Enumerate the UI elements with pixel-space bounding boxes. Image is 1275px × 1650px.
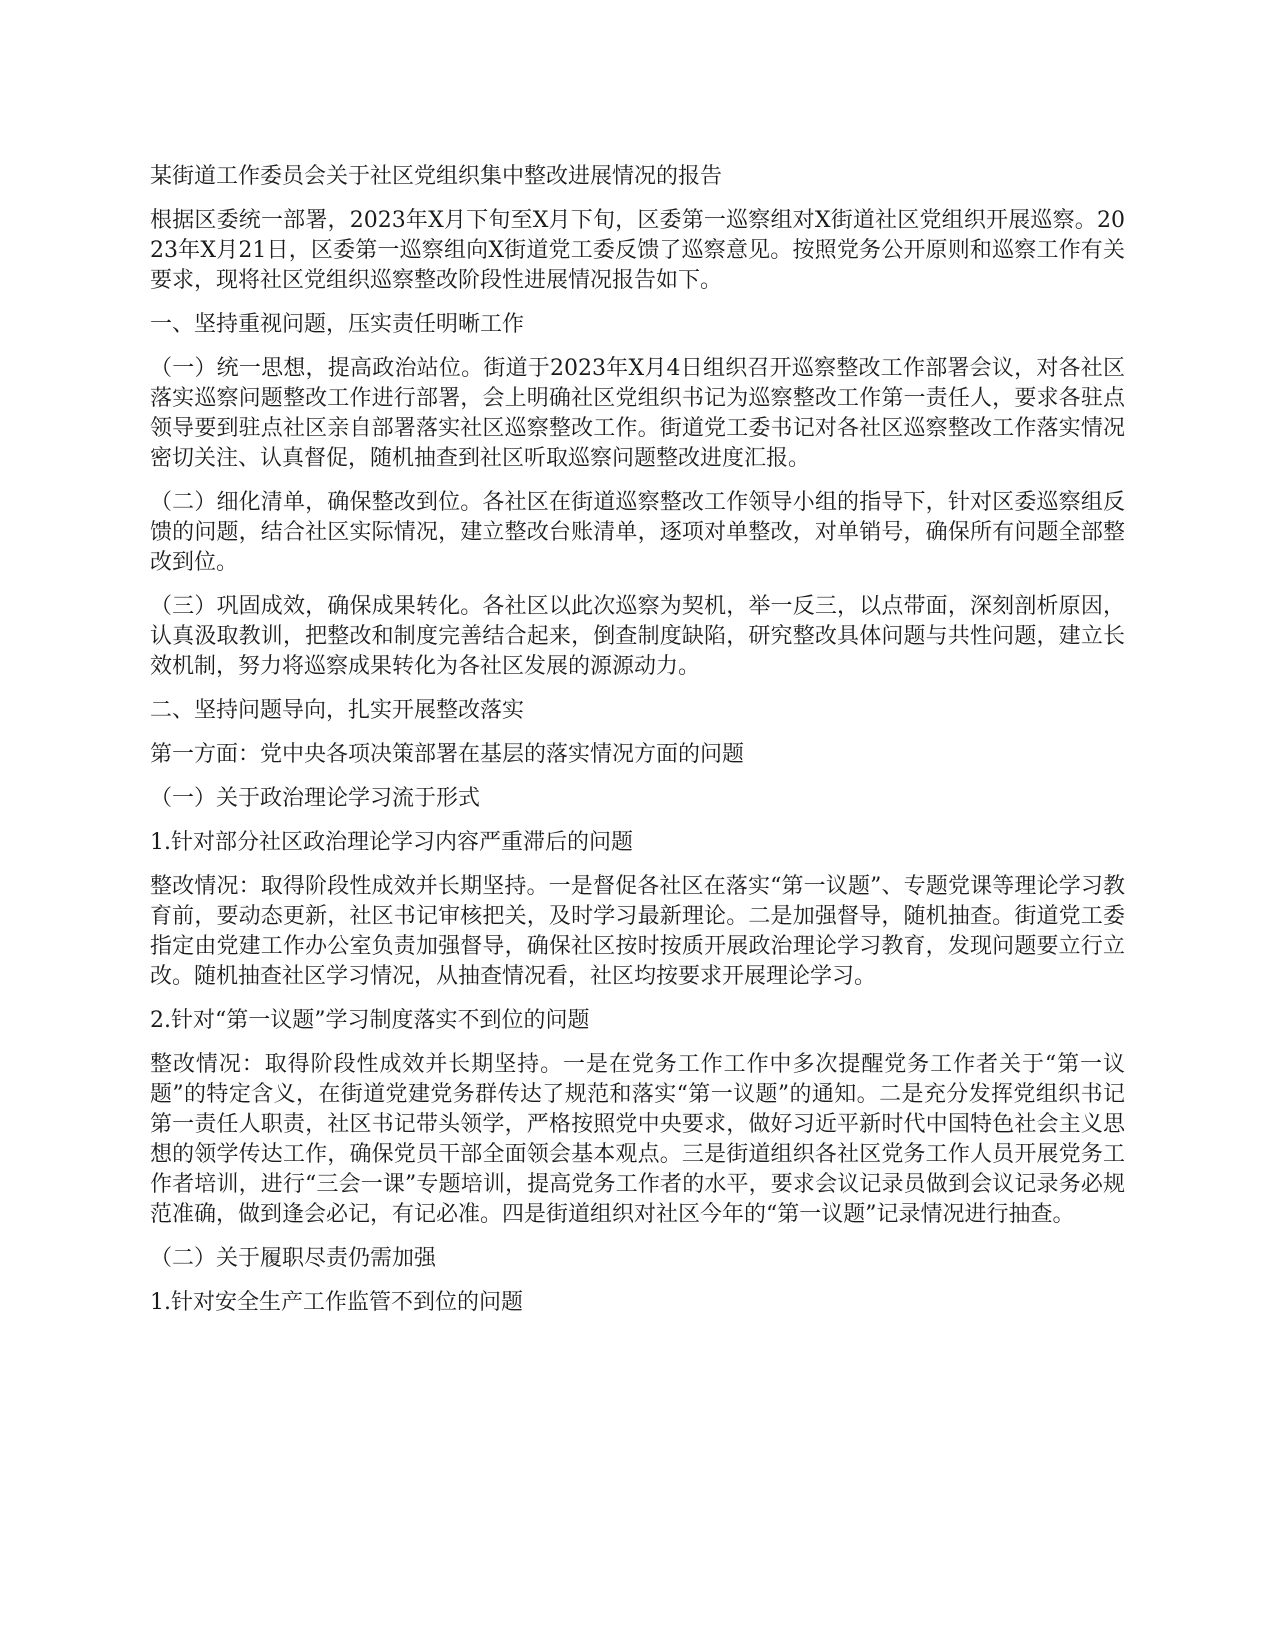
paragraph-rectification-1: 整改情况：取得阶段性成效并长期坚持。一是督促各社区在落实“第一议题”、专题党课等理论学习教育前，要动态更新，社区书记审核把关，及时学习最新理论。二是加强督导，随机抽查。街道党工委指定由党建工作办公室负责加强督导，确保社区按时按质开展政治理论学习教育，发现问题要立行立改。随机抽查社区学习情况，从抽查情况看，社区均按要求开展理论学习。 <box>150 874 1125 989</box>
document-title: 某街道工作委员会关于社区党组织集中整改进展情况的报告 <box>150 164 723 189</box>
paragraph-1-2: （二）细化清单，确保整改到位。各社区在街道巡察整改工作领导小组的指导下，针对区委巡察组反馈的问题，结合社区实际情况，建立整改台账清单，逐项对单整改，对单销号，确保所有问题全部整改到位。 <box>150 490 1125 575</box>
paragraph-intro: 根据区委统一部署，2023年X月下旬至X月下旬，区委第一巡察组对X街道社区党组织开展巡察。2023年X月21日，区委第一巡察组向X街道党工委反馈了巡察意见。按照党务公开原则和巡察工作有关要求，现将社区党组织巡察整改阶段性进展情况报告如下。 <box>150 208 1125 293</box>
subsection-heading-2-1: （一）关于政治理论学习流于形式 <box>150 786 481 811</box>
aspect-heading-1: 第一方面：党中央各项决策部署在基层的落实情况方面的问题 <box>150 742 745 767</box>
item-heading-2: 2.针对“第一议题”学习制度落实不到位的问题 <box>150 1008 590 1033</box>
section-heading-2: 二、坚持问题导向，扎实开展整改落实 <box>150 698 525 723</box>
paragraph-1-1: （一）统一思想，提高政治站位。街道于2023年X月4日组织召开巡察整改工作部署会议，对各社区落实巡察问题整改工作进行部署，会上明确社区党组织书记为巡察整改工作第一责任人，要求各驻点领导要到驻点社区亲自部署落实社区巡察整改工作。街道党工委书记对各社区巡察整改工作落实情况密切关注、认真督促，随机抽查到社区听取巡察问题整改进度汇报。 <box>150 356 1125 471</box>
item-heading-3: 1.针对安全生产工作监管不到位的问题 <box>150 1290 523 1315</box>
item-heading-1: 1.针对部分社区政治理论学习内容严重滞后的问题 <box>150 830 633 855</box>
section-heading-1: 一、坚持重视问题，压实责任明晰工作 <box>150 312 525 337</box>
paragraph-1-3: （三）巩固成效，确保成果转化。各社区以此次巡察为契机，举一反三，以点带面，深刻剖析原因，认真汲取教训，把整改和制度完善结合起来，倒查制度缺陷，研究整改具体问题与共性问题，建立长效机制，努力将巡察成果转化为各社区发展的源源动力。 <box>150 594 1125 679</box>
subsection-heading-2-2: （二）关于履职尽责仍需加强 <box>150 1246 437 1271</box>
document-page <box>150 162 1125 1332</box>
paragraph-rectification-2: 整改情况：取得阶段性成效并长期坚持。一是在党务工作工作中多次提醒党务工作者关于“第一议题”的特定含义，在街道党建党务群传达了规范和落实“第一议题”的通知。二是充分发挥党组织书记第一责任人职责，社区书记带头领学，严格按照党中央要求，做好习近平新时代中国特色社会主义思想的领学传达工作，确保党员干部全面领会基本观点。三是街道组织各社区党务工作人员开展党务工作者培训，进行“三会一课”专题培训，提高党务工作者的水平，要求会议记录员做到会议记录务必规范准确，做到逢会必记，有记必准。四是街道组织对社区今年的“第一议题”记录情况进行抽查。 <box>150 1052 1125 1227</box>
